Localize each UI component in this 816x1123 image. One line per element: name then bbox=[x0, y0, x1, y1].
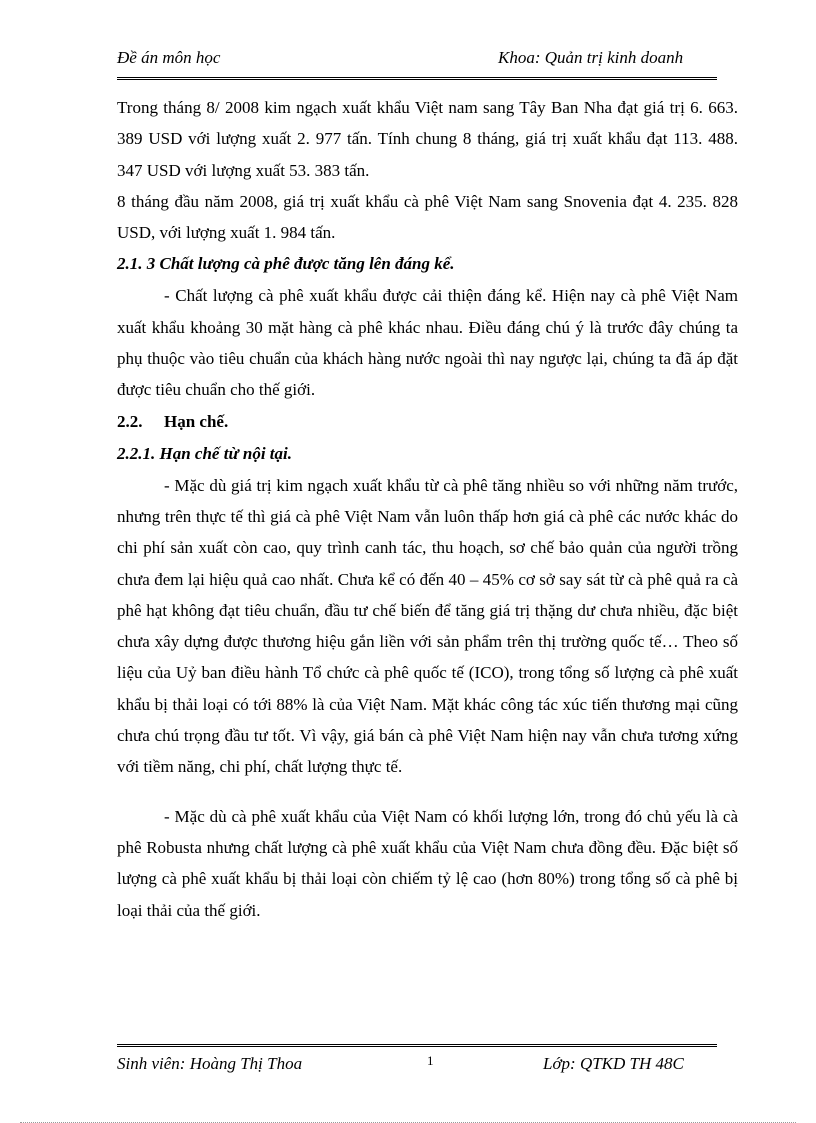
page-footer bbox=[117, 1054, 717, 1078]
paragraph-uneven-quality: - Mặc dù cà phê xuất khẩu của Việt Nam có khối lượng lớn, trong đó chủ yếu là cà phê Robusta nhưng chất lượng cà phê xuất khẩu của Việt Nam chưa đồng đều. Đặc biệt số lượng cà phê xuất khẩu bị thải loại còn chiếm tỷ lệ cao (hơn 80%) trong tổng số cà phê bị loại thải của thế giới. bbox=[117, 806, 738, 920]
page-number: 1 bbox=[427, 1053, 434, 1068]
paragraph-spacer bbox=[117, 783, 738, 801]
document-body bbox=[117, 92, 738, 926]
paragraph-internal-limitations: - Mặc dù giá trị kim ngạch xuất khẩu từ cà phê tăng nhiều so với những năm trước, nhưng trên thực tế thì giá cà phê Việt Nam vẫn luôn thấp hơn giá cà phê các nước khác do chi phí sản xuất còn cao, quy trình canh tác, thu hoạch, sơ chế bảo quản của người trồng chưa đem lại hiệu quả cao nhất. Chưa kể có đến 40 – 45% cơ sở say sát từ cà phê quả ra cà phê hạt không đạt tiêu chuẩn, đầu tư chế biến để tăng giá trị thặng dư chưa nhiều, đặc biệt chưa xây dựng được thương hiệu gắn liền với sản phẩm trên thị trường quốc tế… Theo số liệu của Uỷ ban điều hành Tổ chức cà phê quốc tế (ICO), trong tổng số lượng cà phê xuất khẩu bị thải loại có tới 88% là của Việt Nam. Mặt khác công tác xúc tiến thương mại cũng chưa chú trọng đầu tư tốt. Vì vậy, giá bán cà phê Việt Nam hiện nay vẫn chưa tương xứng với tiềm năng, chi phí, chất lượng thực tế. bbox=[117, 475, 738, 777]
paragraph-spain-exports: Trong tháng 8/ 2008 kim ngạch xuất khẩu Việt nam sang Tây Ban Nha đạt giá trị 6. 663. 389 USD với lượng xuất 2. 977 tấn. Tính chung 8 tháng, giá trị xuất khẩu đạt 113. 488. 347 USD với lượng xuất 53. 383 tấn. bbox=[117, 98, 738, 180]
footer-class: Lớp: QTKD TH 48C bbox=[543, 1054, 684, 1073]
footer-student-name: Sinh viên: Hoàng Thị Thoa bbox=[117, 1054, 303, 1073]
header-course-title: Đề án môn học bbox=[117, 48, 221, 67]
section-heading-2-2 bbox=[117, 406, 738, 438]
section-heading-2-1-3: 2.1. 3 Chất lượng cà phê được tăng lên đáng kể. bbox=[117, 254, 455, 274]
header-faculty: Khoa: Quản trị kinh doanh bbox=[498, 48, 684, 67]
paragraph-quality-improved: - Chất lượng cà phê xuất khẩu được cải thiện đáng kể. Hiện nay cà phê Việt Nam xuất khẩu khoảng 30 mặt hàng cà phê khác nhau. Điều đáng chú ý là trước đây chúng ta phụ thuộc vào tiêu chuẩn của khách hàng nước ngoài thì nay ngược lại, chúng ta đã áp đặt được tiêu chuẩn cho thế giới. bbox=[117, 286, 738, 400]
footer-rule bbox=[117, 1044, 717, 1047]
section-number: 2.2. bbox=[117, 411, 143, 431]
paragraph-slovenia-exports: 8 tháng đầu năm 2008, giá trị xuất khẩu cà phê Việt Nam sang Snovenia đạt 4. 235. 828 USD, với lượng xuất 1. 984 tấn. bbox=[117, 191, 738, 243]
page-header bbox=[117, 48, 709, 72]
section-heading-2-2-1: 2.2.1. Hạn chế từ nội tại. bbox=[117, 443, 293, 463]
header-rule bbox=[117, 77, 717, 80]
section-title: Hạn chế. bbox=[164, 411, 229, 431]
